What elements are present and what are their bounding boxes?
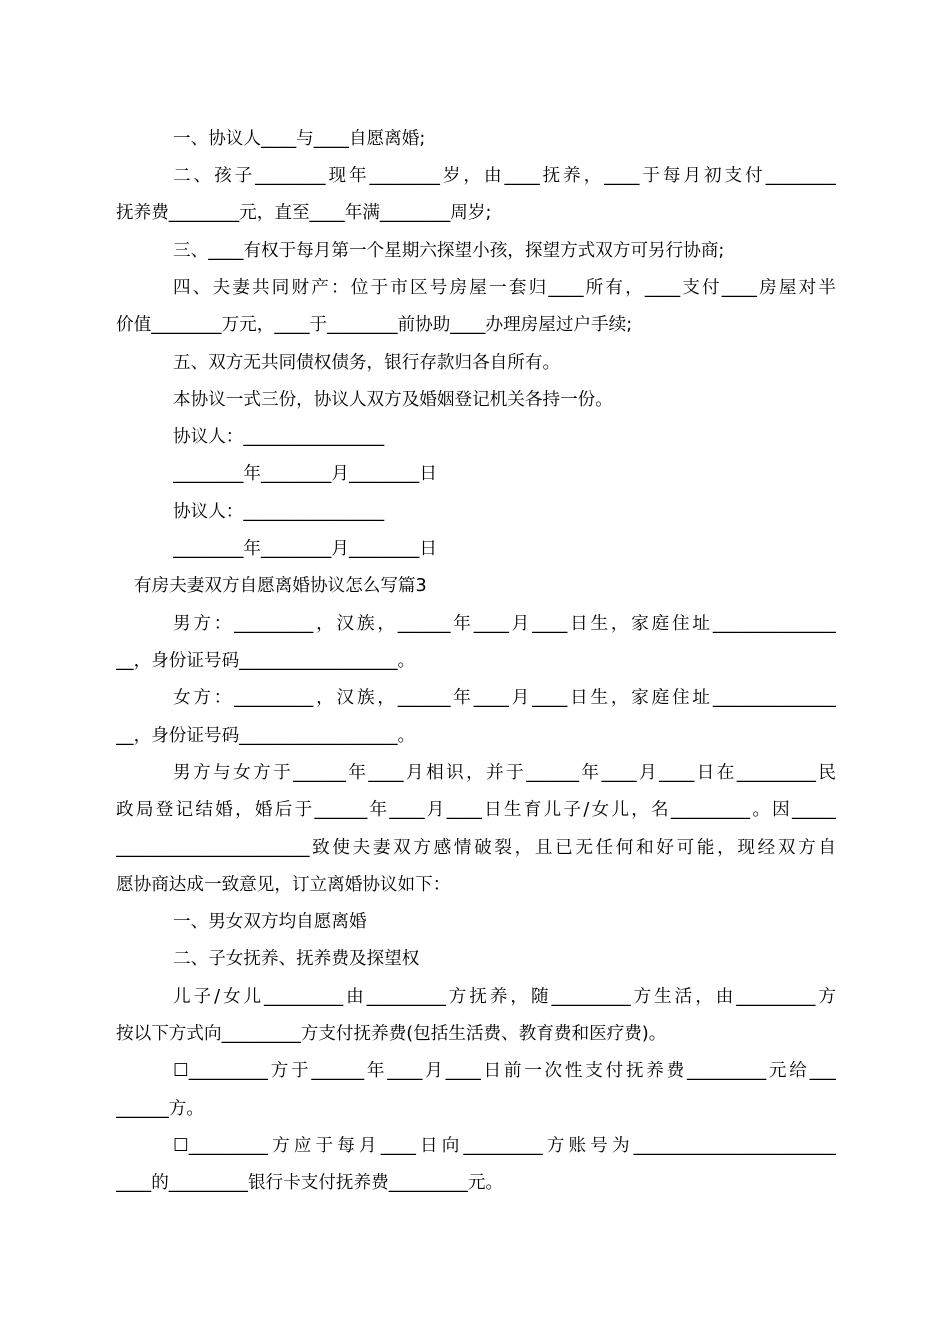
clause-1: 一、协议人____与____自愿离婚; xyxy=(173,129,426,149)
signatory-2-date: ________年________月________日 xyxy=(173,539,437,559)
background-line-4: 愿协商达成一致意见，订立离婚协议如下： xyxy=(116,875,451,895)
clause-2-line-1: 二、孩子________现年________岁，由____抚养，____于每月初支付________ xyxy=(173,166,836,186)
custody-line-1: 儿子/女儿_________由_________方抚养，随_________方生活，由_________方 xyxy=(173,987,836,1007)
signatory-1-date: ________年________月________日 xyxy=(173,464,437,484)
background-line-3: ______________________致使夫妻双方感情破裂，且已无任何和好可能，现经双方自 xyxy=(116,838,836,858)
female-party-line-1: 女方：_________，汉族，______年____月____日生，家庭住址______________ xyxy=(173,688,836,708)
article-2-heading: 二、子女抚养、抚养费及探望权 xyxy=(173,949,420,969)
clause-5: 五、双方无共同债权债务，银行存款归各自所有。 xyxy=(173,353,561,373)
article-1: 一、男女双方均自愿离婚 xyxy=(173,912,367,932)
option-monthly-line-2: ____的_________银行卡支付抚养费_________元。 xyxy=(116,1173,504,1193)
background-line-1: 男方与女方于______年____月相识，并于______年____月____日在_________民 xyxy=(173,763,836,783)
male-party-line-1: 男方：_________，汉族，______年____月____日生，家庭住址______________ xyxy=(173,614,836,634)
custody-line-2: 按以下方式向_________方支付抚养费(包括生活费、教育费和医疗费)。 xyxy=(116,1024,667,1044)
signatory-2: 协议人：________________ xyxy=(173,502,385,522)
copies-statement: 本协议一式三份，协议人双方及婚姻登记机关各持一份。 xyxy=(173,390,613,410)
option-lump-sum-line-2: ______方。 xyxy=(116,1099,204,1119)
section-title: 有房夫妻双方自愿离婚协议怎么写篇3 xyxy=(134,576,427,596)
option-lump-sum-line-1: ☐_________方于______年____月____日前一次性支付抚养费_________元给___ xyxy=(173,1061,836,1081)
option-monthly-line-1: ☐_________方应于每月____日向_________方账号为_______________________ xyxy=(173,1136,836,1156)
clause-2-line-2: 抚养费________元，直至____年满________周岁; xyxy=(116,203,492,223)
clause-3: 三、____有权于每月第一个星期六探望小孩，探望方式双方可另行协商; xyxy=(173,241,725,261)
male-party-line-2: __，身份证号码__________________。 xyxy=(116,651,416,671)
signatory-1: 协议人：________________ xyxy=(173,427,385,447)
clause-4-line-1: 四、夫妻共同财产：位于市区号房屋一套归____所有，____支付____房屋对半 xyxy=(173,278,836,298)
background-line-2: 政局登记结婚，婚后于______年____月____日生育儿子/女儿，名_________。因_____ xyxy=(116,800,836,820)
female-party-line-2: __，身份证号码__________________。 xyxy=(116,726,416,746)
clause-4-line-2: 价值________万元，____于________前协助____办理房屋过户手续; xyxy=(116,315,633,335)
